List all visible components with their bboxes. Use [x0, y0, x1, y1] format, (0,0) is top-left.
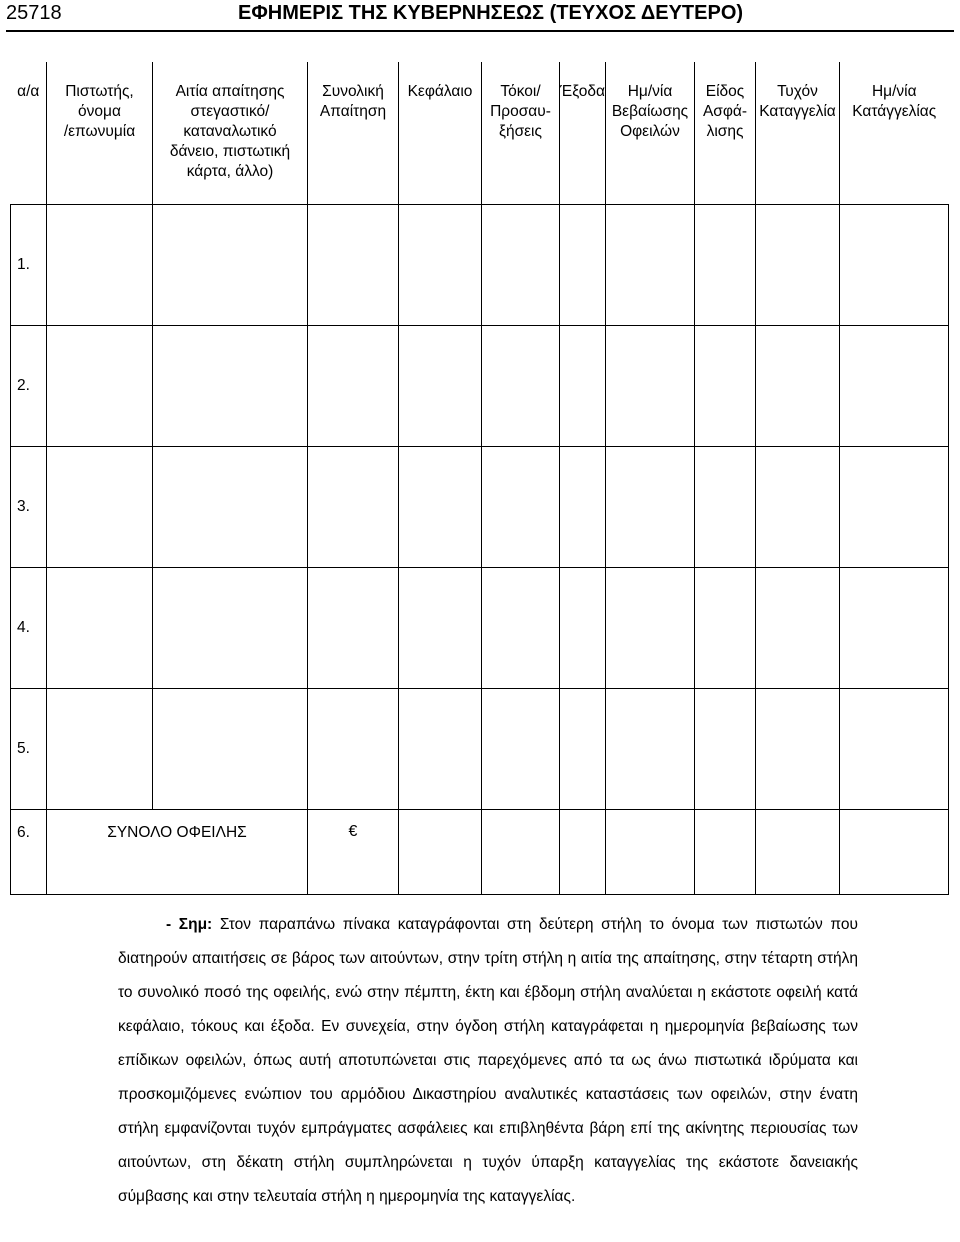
table-row — [11, 689, 949, 810]
table-cell — [840, 689, 949, 810]
column-header: Έξοδα — [560, 62, 606, 205]
table-cell — [308, 568, 399, 689]
table-cell — [560, 447, 606, 568]
table-cell — [695, 326, 756, 447]
column-header: Ημ/νία Κατάγγελίας — [840, 62, 949, 205]
table-cell — [756, 447, 840, 568]
table-cell — [606, 568, 695, 689]
column-header: Κεφάλαιο — [399, 62, 482, 205]
table-row — [11, 205, 949, 326]
table-cell — [482, 810, 560, 895]
table-cell — [47, 205, 153, 326]
table-cell — [756, 568, 840, 689]
row-number: 3. — [11, 447, 47, 568]
table-cell — [560, 568, 606, 689]
table-cell — [153, 326, 308, 447]
table-cell — [482, 205, 560, 326]
table-cell — [399, 689, 482, 810]
row-number: 4. — [11, 568, 47, 689]
column-header: Είδος Ασφά- λισης — [695, 62, 756, 205]
table-cell — [756, 205, 840, 326]
column-header: Αιτία απαίτησης στεγαστικό/ καταναλωτικό δάνειο, πιστωτική κάρτα, άλλο) — [153, 62, 308, 205]
table-row — [11, 568, 949, 689]
table-cell — [153, 205, 308, 326]
row-number: 1. — [11, 205, 47, 326]
table-cell — [756, 326, 840, 447]
table-cell — [47, 568, 153, 689]
page-header — [6, 0, 954, 32]
journal-title: ΕΦΗΜΕΡΙΣ ΤΗΣ ΚΥΒΕΡΝΗΣΕΩΣ (ΤΕΥΧΟΣ ΔΕΥΤΕΡΟ) — [238, 2, 744, 24]
table-cell — [840, 447, 949, 568]
table-cell — [695, 568, 756, 689]
table-cell — [399, 810, 482, 895]
table-cell — [840, 326, 949, 447]
table-row — [11, 326, 949, 447]
table-cell — [399, 326, 482, 447]
table-cell — [756, 810, 840, 895]
table-cell — [482, 689, 560, 810]
total-row — [11, 810, 949, 895]
table-cell — [560, 205, 606, 326]
table-cell — [560, 810, 606, 895]
note-prefix: - Σημ: — [166, 916, 213, 933]
table-cell — [153, 447, 308, 568]
table-cell — [606, 810, 695, 895]
table-cell — [399, 447, 482, 568]
table-cell — [606, 205, 695, 326]
table-cell — [308, 205, 399, 326]
total-currency: € — [308, 810, 399, 895]
table-cell — [695, 205, 756, 326]
table-cell — [308, 326, 399, 447]
table-cell — [153, 568, 308, 689]
note-text: Στον παραπάνω πίνακα καταγράφονται στη δεύτερη στήλη το όνομα των πιστωτών που διατηρούν απαιτήσεις σε βάρος των αιτούντων, στην τρίτη στήλη η αιτία της απαίτησης, στην τέταρτη στήλη το συνολικό ποσό της οφειλής, ενώ στην πέμπτη, έκτη και έβδομη στήλη αναλύεται η εκάστοτε οφειλή κατά κεφάλαιο, τόκους και έξοδα. Εν συνεχεία, στην όγδοη στήλη καταγράφεται η ημερομηνία βεβαίωσης των επίδικων οφειλών, όπως αυτή αποτυπώνεται στις παρεχόμενες από τα ως άνω πιστωτικά ιδρύματα και προσκομιζόμενες ενώπιον του αρμόδιου Δικαστηρίου αναλυτικές καταστάσεις των οφειλών, στην ένατη στήλη εμφανίζονται τυχόν εμπράγματες ασφάλειες και επιβληθέντα βάρη επί της ακίνητης περιουσίας των αιτούντων, στη δέκατη στήλη συμπληρώνεται η τυχόν ύπαρξη καταγγελίας της εκάστοτε δανειακής σύμβασης και στην τελευταία στήλη η ημερομηνία της καταγγελίας. — [118, 916, 858, 1205]
column-header: Τυχόν Καταγγελία — [756, 62, 840, 205]
debts-table — [10, 62, 949, 895]
table-cell — [695, 689, 756, 810]
table-cell — [560, 689, 606, 810]
table-cell — [695, 447, 756, 568]
table-cell — [308, 447, 399, 568]
row-number: 5. — [11, 689, 47, 810]
table-cell — [840, 205, 949, 326]
column-header: Τόκοι/ Προσαυ- ξήσεις — [482, 62, 560, 205]
table-header-row — [11, 62, 949, 205]
column-header: α/α — [11, 62, 47, 205]
table-cell — [47, 326, 153, 447]
note-paragraph — [118, 908, 858, 1214]
table-cell — [606, 689, 695, 810]
page-number: 25718 — [6, 2, 62, 24]
table-row — [11, 447, 949, 568]
table-cell — [47, 447, 153, 568]
table-cell — [840, 810, 949, 895]
table-cell — [840, 568, 949, 689]
table-cell — [756, 689, 840, 810]
table-cell — [308, 689, 399, 810]
table-cell — [695, 810, 756, 895]
column-header: Συνολική Απαίτηση — [308, 62, 399, 205]
table-cell — [399, 568, 482, 689]
column-header: Πιστωτής, όνομα /επωνυμία — [47, 62, 153, 205]
table-cell — [482, 568, 560, 689]
table-cell — [153, 689, 308, 810]
row-number: 6. — [11, 810, 47, 895]
table-cell — [606, 447, 695, 568]
table-cell — [399, 205, 482, 326]
table-cell — [47, 689, 153, 810]
total-debt-label: ΣΥΝΟΛΟ ΟΦΕΙΛΗΣ — [47, 810, 308, 895]
row-number: 2. — [11, 326, 47, 447]
table-cell — [482, 326, 560, 447]
table-cell — [606, 326, 695, 447]
column-header: Ημ/νία Βεβαίωσης Οφειλών — [606, 62, 695, 205]
table-cell — [482, 447, 560, 568]
table-cell — [560, 326, 606, 447]
